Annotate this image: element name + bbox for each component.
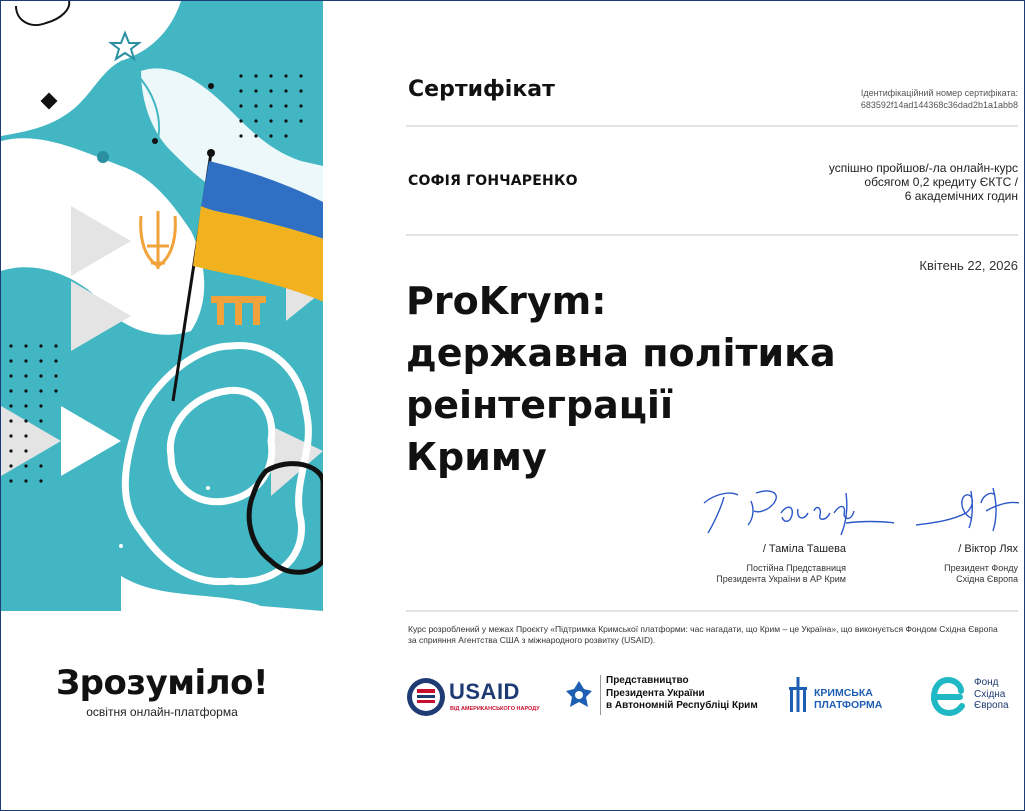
representation-line-2: Президента України [606, 687, 705, 699]
signature-block-1 [716, 543, 846, 585]
signature-tasheva [696, 483, 896, 543]
dot-shape [97, 151, 109, 163]
signatory-role-line-2: Президента України в АР Крим [716, 574, 846, 584]
platform-line-2: ПЛАТФОРМА [814, 699, 883, 711]
dot-shape [208, 83, 214, 89]
dot-shape [206, 486, 210, 490]
dot-shape [119, 544, 123, 548]
completion-text [829, 161, 1018, 203]
representation-text [606, 675, 758, 713]
fund-east-europe-logo [926, 673, 1018, 721]
certificate-id-label: Ідентифікаційний номер сертифіката: [860, 88, 1018, 98]
divider [406, 125, 1018, 127]
certificate-title: Сертифікат [408, 77, 555, 102]
fund-text [974, 677, 1009, 712]
brand-name: Зрозуміло! [56, 663, 268, 703]
representation-logo [564, 673, 764, 718]
course-title [406, 275, 886, 483]
decorative-panel [1, 1, 323, 810]
fund-line-1: Фонд [974, 677, 999, 688]
usaid-logo [406, 675, 541, 720]
student-name: СОФІЯ ГОНЧАРЕНКО [408, 173, 578, 189]
representation-line-1: Представництво [606, 675, 689, 686]
usaid-name: USAID [449, 679, 520, 704]
completion-line-3: 6 академічних годин [904, 189, 1018, 203]
divider [406, 234, 1018, 236]
logo-divider [600, 675, 601, 715]
platform-line-1: КРИМСЬКА [814, 687, 873, 699]
platform-tamga-icon [787, 675, 809, 715]
certificate-id-value: 683592f14ad144368c36dad2b1a1abb8 [860, 100, 1018, 110]
fund-e-icon [926, 675, 966, 717]
signatory-name: / Таміла Ташева [762, 543, 846, 555]
course-title-line-3: реінтеграції [406, 383, 673, 427]
issue-date: Квітень 22, 2026 [919, 258, 1018, 273]
signatory-name: / Віктор Лях [958, 543, 1018, 555]
signature-liakh [911, 483, 1021, 543]
course-note: Курс розроблений у межах Проєкту «Підтримка Кримської платформи: час нагадати, що Крим – це Україна», що виконується Фондом Східна Європа за сприяння Агентства США з міжнародного розвитку (USAID). [408, 624, 998, 645]
signatory-role-line-1: Президент Фонду [944, 563, 1018, 573]
completion-line-2: обсягом 0,2 кредиту ЄКТС / [864, 175, 1018, 189]
certificate-content [406, 1, 1018, 810]
divider [406, 610, 1018, 612]
certificate-id [861, 87, 1018, 111]
tamga-icon [211, 296, 266, 325]
brand-block [1, 663, 323, 719]
signatory-role [716, 563, 846, 585]
crimean-platform-logo [787, 675, 902, 720]
brand-tagline: освітня онлайн-платформа [86, 705, 238, 719]
course-title-line-2: державна політика [406, 331, 836, 375]
dot-shape [152, 138, 158, 144]
usaid-seal-icon [406, 677, 446, 717]
representation-emblem-icon [564, 679, 594, 713]
fund-line-2: Східна [974, 688, 1006, 700]
course-title-line-4: Криму [406, 435, 547, 479]
signature-block-2 [944, 543, 1018, 585]
completion-line-1: успішно пройшов/-ла онлайн-курс [828, 161, 1018, 175]
course-title-line-1: ProKrym: [406, 279, 607, 323]
partner-logos [406, 669, 1018, 729]
platform-text [814, 687, 882, 711]
representation-line-3: в Автономній Республіці Крим [606, 700, 758, 711]
signatory-role-line-2: Східна Європа [956, 574, 1018, 584]
usaid-subtitle: ВІД АМЕРИКАНСЬКОГО НАРОДУ [450, 706, 540, 712]
signatory-role [944, 563, 1018, 585]
fund-line-3: Європа [974, 700, 1009, 711]
signatory-role-line-1: Постійна Представниця [746, 563, 846, 573]
flag-pole-top [207, 149, 215, 157]
